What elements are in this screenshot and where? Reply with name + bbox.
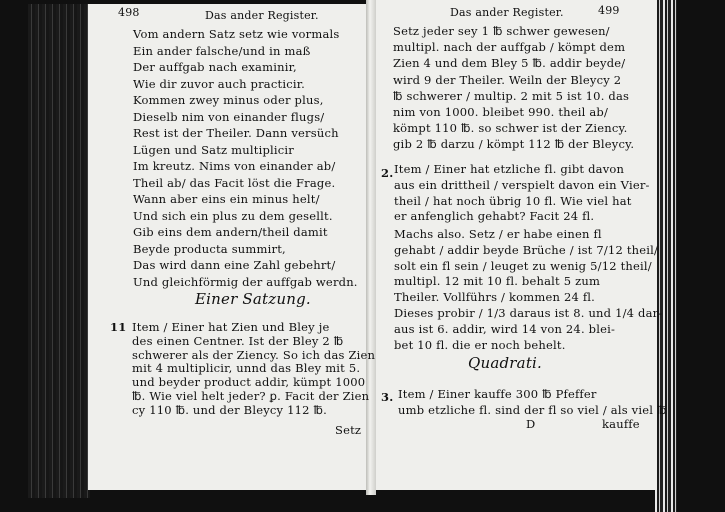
verse-line: Theil ab/ das Facit löst die Frage.: [133, 175, 336, 190]
left-page-edges: [28, 4, 90, 498]
solution-line: ℔ schwerer / multip. 2 mit 5 ist 10. das: [393, 88, 630, 103]
solution-line: Theiler. Vollführs / kommen 24 fl.: [394, 290, 596, 305]
problem-2-number: 2.: [381, 166, 394, 180]
verse-line: Der auffgab nach examinir,: [133, 60, 297, 74]
problem-line: des einen Centner. Ist der Bley 2 ℔: [132, 333, 344, 348]
verse-line: Vom andern Satz setz wie vormals: [133, 27, 340, 41]
problem-3-number: 3.: [381, 390, 394, 404]
verse-line: Ein ander falsche/und in maß: [133, 43, 311, 58]
left-catchword: Setz: [335, 423, 362, 437]
solution-line: gehabt / addir beyde Brüche / ist 7/12 theil/: [394, 242, 659, 257]
solution-line: Dieses probir / 1/3 daraus ist 8. und 1/4 dar-: [394, 306, 663, 320]
verse-line: Lügen und Satz multiplicir: [133, 142, 294, 157]
solution-line: solt ein fl sein / leuget zu wenig 5/12 theil/: [394, 258, 652, 273]
verse-line: Und gleichförmig der auffgab werdn.: [133, 274, 358, 289]
solution-line: Zien 4 und dem Bley 5 ℔. addir beyde/: [393, 56, 626, 71]
problem-line: theil / hat noch übrig 10 fl. Wie viel hat: [394, 193, 632, 208]
solution-line: Machs also. Setz / er habe einen fl: [394, 227, 602, 241]
solution-line: gib 2 ℔ darzu / kömpt 112 ℔ der Bleycy.: [393, 137, 635, 152]
solution-line: multipl. nach der auffgab / kömpt dem: [393, 40, 626, 55]
solution-line: kömpt 110 ℔. so schwer ist der Ziency.: [393, 121, 628, 136]
verse-line: Wie dir zuvor auch practicir.: [133, 76, 306, 91]
right-page-number: 499: [598, 4, 620, 17]
section-title-einer-satzung: Einer Satzung.: [195, 290, 311, 308]
problem-line: ℔. Wie viel helt jeder? ꝑ. Facit der Zien: [132, 389, 370, 403]
problem-line: mit 4 multiplicir, unnd das Bley mit 5.: [132, 361, 361, 376]
verse-line: Rest ist der Theiler. Dann versüch: [133, 126, 339, 140]
problem-line: Item / Einer hat Zien und Bley je: [132, 320, 330, 334]
problem-line: Item / Einer kauffe 300 ℔ Pfeffer: [398, 387, 597, 401]
solution-line: multipl. 12 mit 10 fl. behalt 5 zum: [394, 274, 601, 289]
left-page-number: 498: [118, 6, 140, 19]
problem-line: aus ein drittheil / verspielt davon ein Vier-: [394, 177, 650, 192]
problem-line: schwerer als der Ziency. So ich das Zien: [132, 347, 376, 362]
problem-line: Item / Einer hat etzliche fl. gibt davon: [394, 162, 625, 176]
problem-line: er anfenglich gehabt? Facit 24 fl.: [394, 209, 595, 224]
solution-line: Setz jeder sey 1 ℔ schwer gewesen/: [393, 24, 610, 38]
right-catchword: kauffe: [602, 417, 640, 431]
verse-line: Wann aber eins ein minus helt/: [133, 192, 320, 206]
solution-line: wird 9 der Theiler. Weiln der Bleycy 2: [393, 72, 622, 87]
section-title-quadrati: Quadrati.: [468, 354, 543, 372]
right-page-edges: [655, 0, 677, 512]
solution-line: bet 10 fl. die er noch behelt.: [394, 337, 566, 352]
verse-line: Und sich ein plus zu dem gesellt.: [133, 208, 333, 223]
problem-line: umb etzliche fl. sind der fl so viel / als viel ℔: [398, 402, 667, 417]
solution-line: aus ist 6. addir, wird 14 von 24. blei-: [394, 321, 616, 336]
problem-number: 11: [110, 320, 127, 334]
verse-line: Beyde producta summirt,: [133, 241, 286, 256]
verse-line: Dieselb nim von einander flugs/: [133, 109, 325, 124]
verse-line: Kommen zwey minus oder plus,: [133, 93, 324, 107]
solution-line: nim von 1000. bleibet 990. theil ab/: [393, 105, 609, 119]
verse-line: Das wird dann eine Zahl gebehrt/: [133, 258, 336, 272]
book-gutter: [366, 0, 376, 495]
problem-line: cy 110 ℔. und der Bleycy 112 ℔.: [132, 402, 327, 417]
signature-mark: D: [526, 417, 536, 431]
left-running-head: Das ander Register.: [205, 9, 319, 22]
right-running-head: Das ander Register.: [450, 6, 564, 19]
verse-line: Im kreutz. Nims von einander ab/: [133, 159, 336, 173]
problem-line: und beyder product addir, kümpt 1000: [132, 375, 366, 390]
verse-line: Gib eins dem andern/theil damit: [133, 225, 328, 239]
